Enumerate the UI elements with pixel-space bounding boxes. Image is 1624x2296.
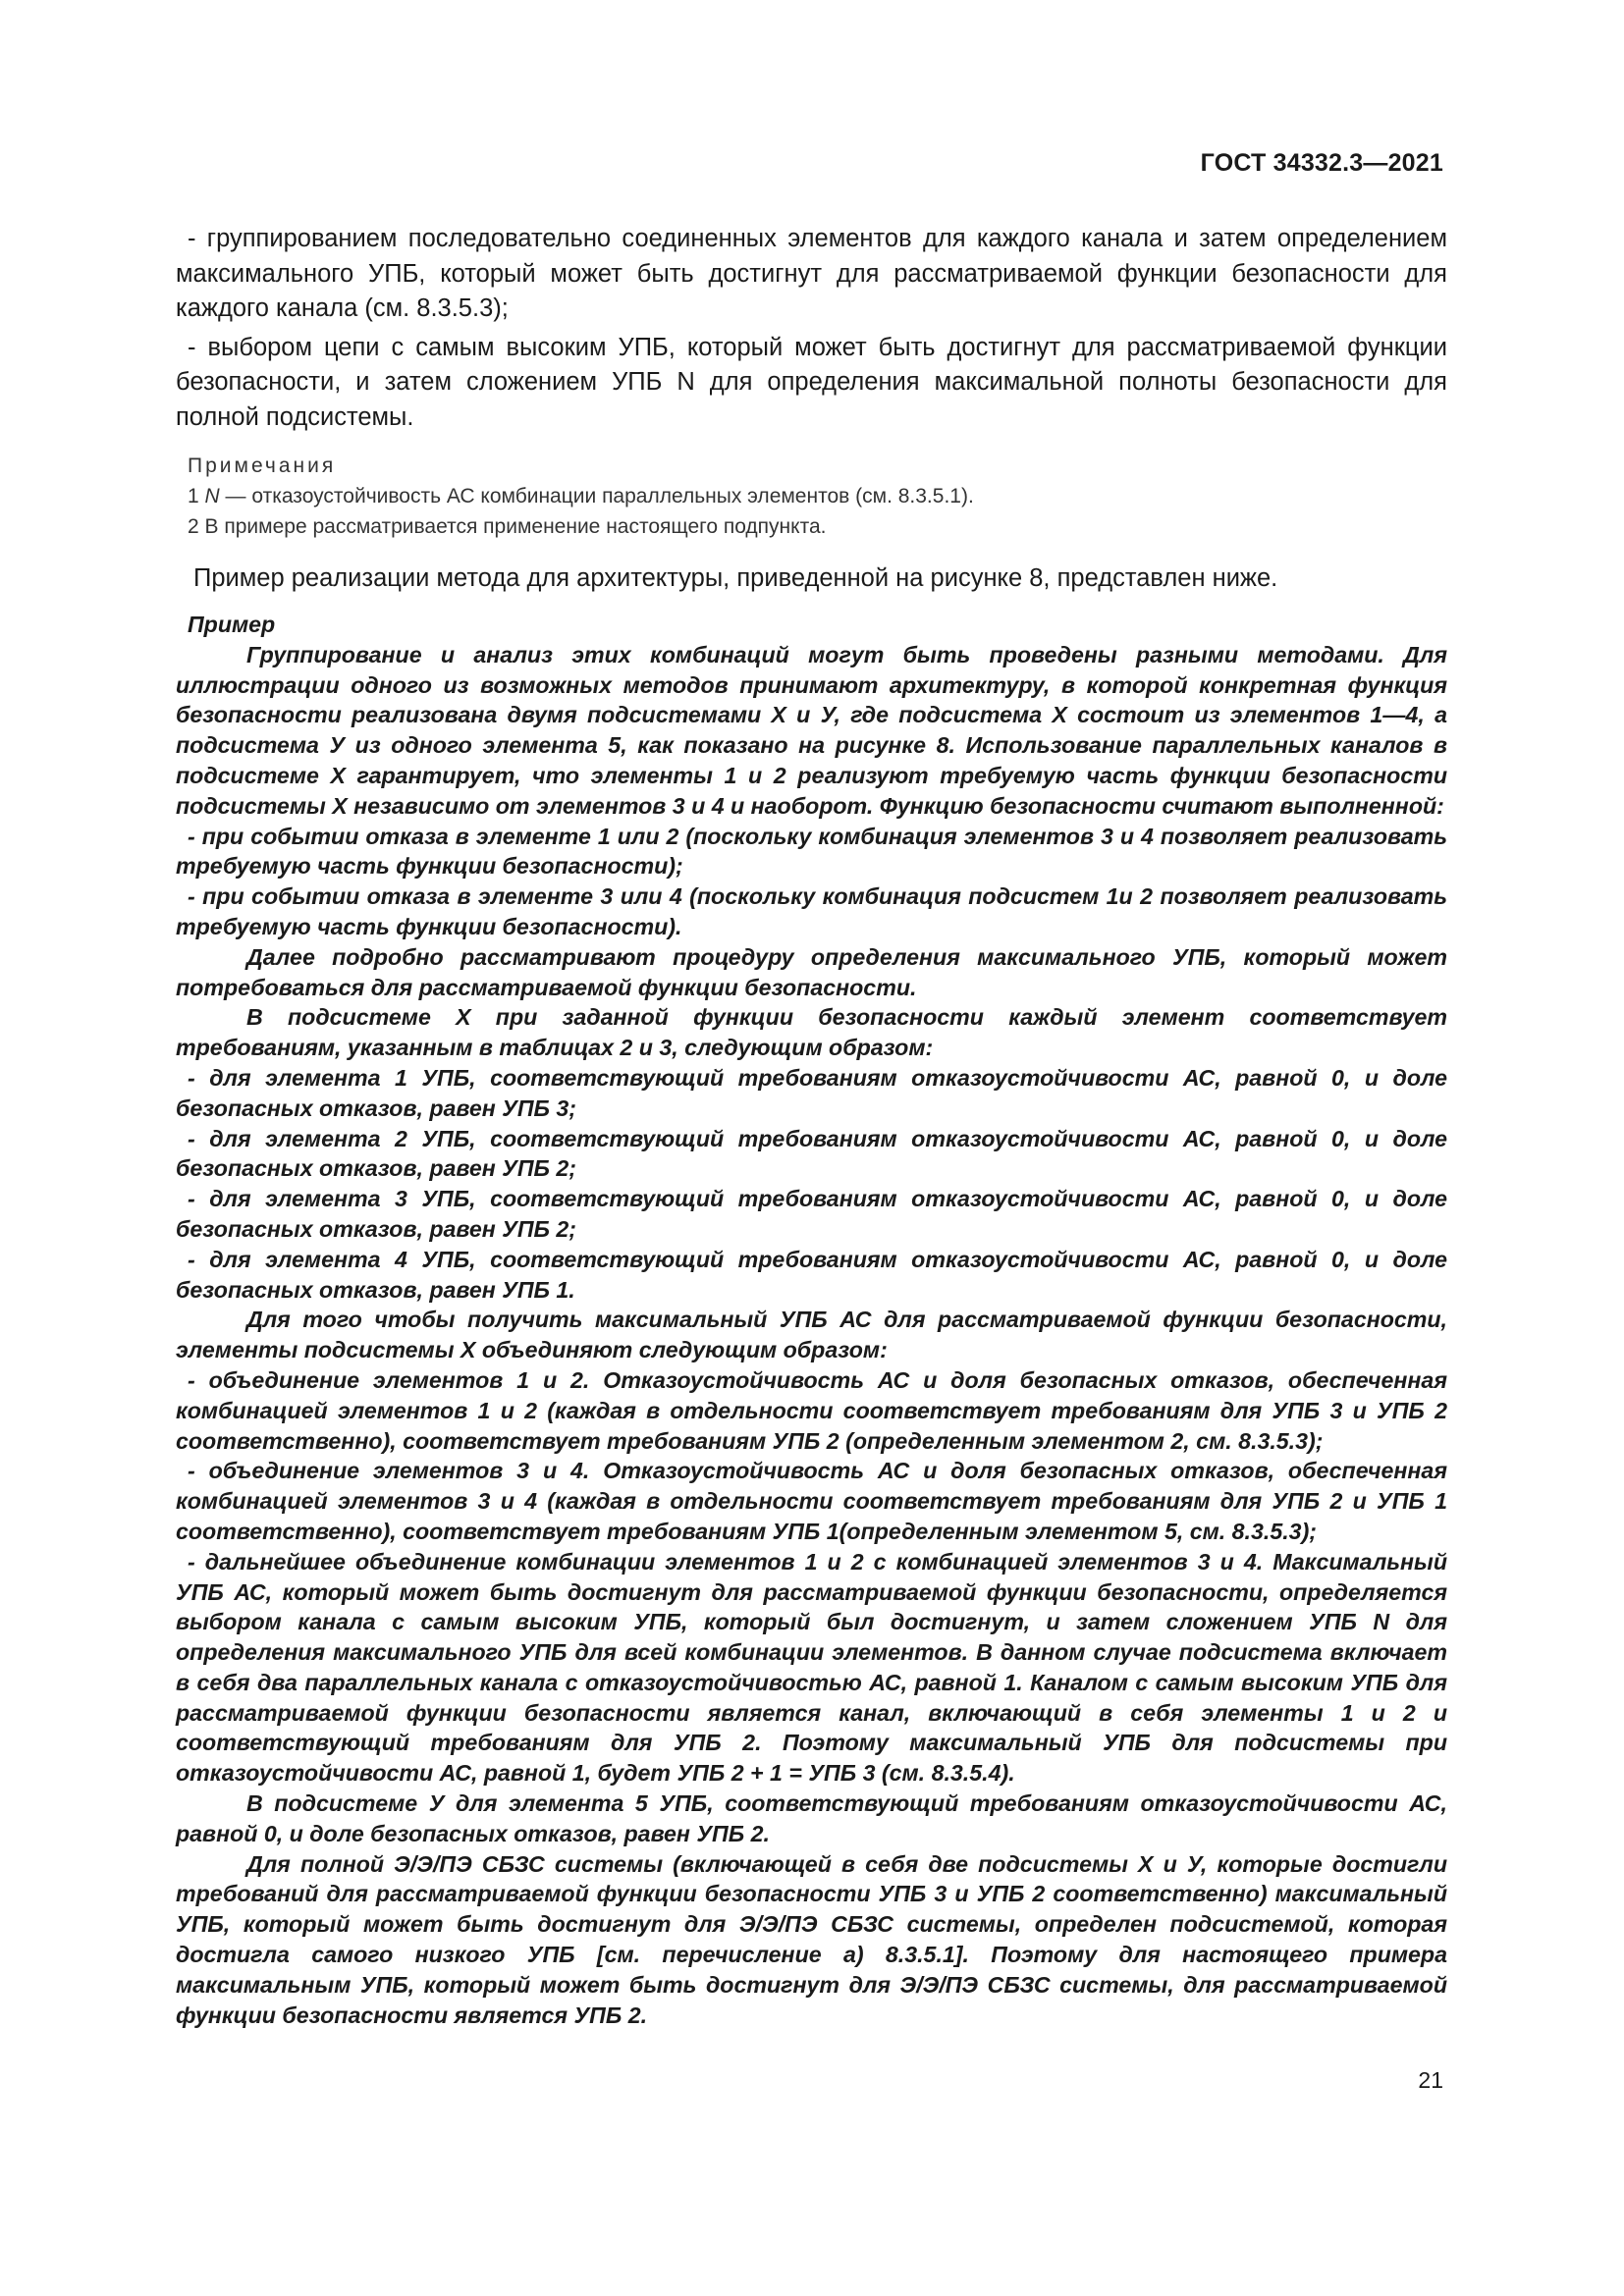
example-paragraph: В подсистеме X при заданной функции безопасности каждый элемент соответствует требованиям, указанным в таблицах 2 и 3, следующим образом:: [176, 1004, 1447, 1061]
example-block: [176, 610, 1447, 2030]
example-paragraph: Группирование и анализ этих комбинаций могут быть проведены разными методами. Для иллюстрации одного из возможных методов принимают архитектуру, в которой конкретная функция безопасности реализована двумя подсистемами X и У, где подсистема X состоит из элементов 1—4, а подсистема У из одного элемента 5, как показано на рисунке 8. Использование параллельных каналов в подсистеме X гарантирует, что элементы 1 и 2 реализуют требуемую часть функции безопасности подсистемы X независимо от элементов 3 и 4 и наоборот. Функцию безопасности считают выполненной:: [176, 641, 1447, 819]
example-list-item: - объединение элементов 1 и 2. Отказоустойчивость АС и доля безопасных отказов, обеспеченная комбинацией элементов 1 и 2 (каждая в отдельности соответствует требованиям для УПБ 3 и УПБ 2 соответственно), соответствует требованиям УПБ 2 (определенным элементом 2, см. 8.3.5.3);: [176, 1366, 1447, 1454]
note-text: — отказоустойчивость АС комбинации параллельных элементов (см. 8.3.5.1).: [219, 485, 974, 507]
note-variable: N: [204, 485, 220, 507]
document-code: ГОСТ 34332.3—2021: [1200, 149, 1443, 177]
note-text: В примере рассматривается применение настоящего подпункта.: [204, 515, 827, 538]
page-number: 21: [1418, 2067, 1443, 2093]
note-item: [188, 511, 1447, 542]
note-number: 1: [188, 485, 199, 507]
page-content: [176, 222, 1447, 2030]
example-intro: Пример реализации метода для архитектуры, приведенной на рисунке 8, представлен ниже.: [193, 564, 1278, 592]
note-item: [188, 481, 1447, 511]
example-title: Пример: [188, 612, 276, 637]
notes-block: [176, 451, 1447, 542]
example-paragraph: В подсистеме У для элемента 5 УПБ, соответствующий требованиям отказоустойчивости АС, равной 0, и доле безопасных отказов, равен УПБ 2.: [176, 1790, 1447, 1846]
body-paragraph: - выбором цепи с самым высоким УПБ, который может быть достигнут для рассматриваемой функции безопасности, и затем сложением УПБ N для определения максимальной полноты безопасности для полной подсистемы.: [176, 333, 1447, 431]
example-paragraph: Далее подробно рассматривают процедуру определения максимального УПБ, который может потребоваться для рассматриваемой функции безопасности.: [176, 943, 1447, 1000]
example-list-item: - дальнейшее объединение комбинации элементов 1 и 2 с комбинацией элементов 3 и 4. Максимальный УПБ АС, который может быть достигнут для рассматриваемой функции безопасности, определяется выбором канала с самым высоким УПБ, который был достигнут, и затем сложением УПБ N для определения максимального УПБ для всей комбинации элементов. В данном случае подсистема включает в себя два параллельных канала с отказоустойчивостью АС, равной 1. Каналом с самым высоким УПБ для рассматриваемой функции безопасности является канал, включающий в себя элементы 1 и 2 и соответствующий требованиям для УПБ 2. Поэтому максимальный УПБ для подсистемы при отказоустойчивости АС, равной 1, будет УПБ 2 + 1 = УПБ 3 (см. 8.3.5.4).: [176, 1548, 1447, 1787]
note-number: 2: [188, 515, 199, 538]
example-paragraph: Для полной Э/Э/ПЭ СБЗС системы (включающей в себя две подсистемы X и У, которые достигли требований для рассматриваемой функции безопасности УПБ 3 и УПБ 2 соответственно) максимальный УПБ, который может быть достигнут для Э/Э/ПЭ СБЗС системы, определен подсистемой, которая достигла самого низкого УПБ [см. перечисление а) 8.3.5.1]. Поэтому для настоящего примера максимальным УПБ, который может быть достигнут для Э/Э/ПЭ СБЗС системы, для рассматриваемой функции безопасности является УПБ 2.: [176, 1850, 1447, 2028]
body-paragraph: - группированием последовательно соединенных элементов для каждого канала и затем определением максимального УПБ, который может быть достигнут для рассматриваемой функции безопасности для каждого канала (см. 8.3.5.3);: [176, 225, 1447, 322]
example-list-item: - для элемента 2 УПБ, соответствующий требованиям отказоустойчивости АС, равной 0, и доле безопасных отказов, равен УПБ 2;: [176, 1125, 1447, 1182]
example-list-item: - при событии отказа в элементе 3 или 4 (поскольку комбинация подсистем 1и 2 позволяет реализовать требуемую часть функции безопасности).: [176, 883, 1447, 939]
example-list-item: - при событии отказа в элементе 1 или 2 (поскольку комбинация элементов 3 и 4 позволяет реализовать требуемую часть функции безопасности);: [176, 823, 1447, 880]
example-list-item: - для элемента 3 УПБ, соответствующий требованиям отказоустойчивости АС, равной 0, и доле безопасных отказов, равен УПБ 2;: [176, 1186, 1447, 1242]
example-list-item: - объединение элементов 3 и 4. Отказоустойчивость АС и доля безопасных отказов, обеспеченная комбинацией элементов 3 и 4 (каждая в отдельности соответствует требованиям для УПБ 2 и УПБ 1 соответственно), соответствует требованиям УПБ 1(определенным элементом 5, см. 8.3.5.3);: [176, 1458, 1447, 1544]
notes-title: Примечания: [188, 454, 337, 477]
example-list-item: - для элемента 1 УПБ, соответствующий требованиям отказоустойчивости АС, равной 0, и доле безопасных отказов, равен УПБ 3;: [176, 1064, 1447, 1121]
example-paragraph: Для того чтобы получить максимальный УПБ АС для рассматриваемой функции безопасности, элементы подсистемы X объединяют следующим образом:: [176, 1307, 1447, 1363]
example-list-item: - для элемента 4 УПБ, соответствующий требованиям отказоустойчивости АС, равной 0, и доле безопасных отказов, равен УПБ 1.: [176, 1246, 1447, 1303]
